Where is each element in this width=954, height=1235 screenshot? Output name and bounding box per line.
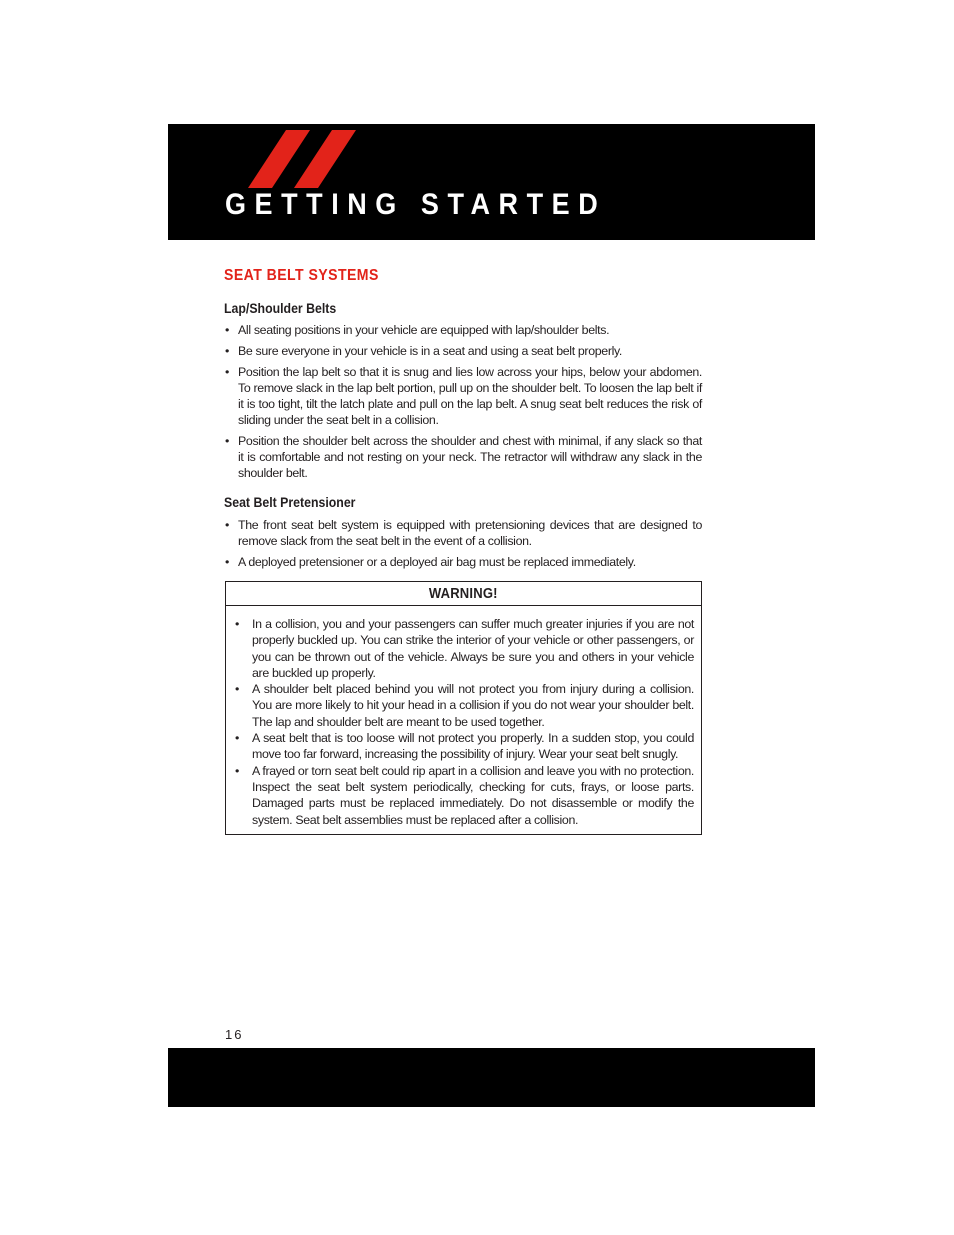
header-band (168, 124, 815, 240)
section-title: SEAT BELT SYSTEMS (224, 267, 379, 284)
main-content (224, 264, 702, 570)
warning-list (238, 616, 694, 828)
warning-box (225, 581, 702, 835)
warning-title (226, 582, 701, 606)
warning-title-text: WARNING! (429, 586, 498, 602)
list-item: • Position the shoulder belt across the shoulder and chest with minimal, if any slack so that it is comfortable and not resting on your neck. The retractor will withdraw any slack in the shoulder belt. (224, 433, 702, 481)
subsection-title-seat-belt-pretensioner: Seat Belt Pretensioner (224, 494, 356, 510)
footer-band (168, 1048, 815, 1107)
warning-item: • In a collision, you and your passengers can suffer much greater injuries if you are not properly buckled up. You can strike the interior of your vehicle or other passengers, or you can be thrown out of the vehicle. Always be sure you and others in your vehicle are buckled up properly. (238, 616, 694, 681)
chapter-title: GETTING STARTED (225, 188, 607, 221)
list-item: • A deployed pretensioner or a deployed air bag must be replaced immediately. (224, 554, 702, 570)
warning-item: • A seat belt that is too loose will not protect you properly. In a sudden stop, you could move too far forward, increasing the possibility of injury. Wear your seat belt snugly. (238, 730, 694, 763)
lap-shoulder-belts-list (224, 322, 702, 481)
warning-item: • A shoulder belt placed behind you will not protect you from injury during a collision. You are more likely to hit your head in a collision if you do not wear your shoulder belt. The lap and shoulder belt are meant to be used together. (238, 681, 694, 730)
seat-belt-pretensioner-list (224, 517, 702, 570)
subsection-title-lap-shoulder-belts: Lap/Shoulder Belts (224, 300, 337, 316)
warning-item: • A frayed or torn seat belt could rip apart in a collision and leave you with no protection. Inspect the seat belt system periodically, checking for cuts, frays, or loose parts. Damaged parts must be replaced immediately. Do not disassemble or modify the system. Seat belt assemblies must be replaced after a collision. (238, 763, 694, 828)
list-item: • Be sure everyone in your vehicle is in a seat and using a seat belt properly. (224, 343, 702, 359)
list-item: • All seating positions in your vehicle are equipped with lap/shoulder belts. (224, 322, 702, 338)
list-item: • The front seat belt system is equipped with pretensioning devices that are designed to remove slack from the seat belt in the event of a collision. (224, 517, 702, 549)
list-item: • Position the lap belt so that it is snug and lies low across your hips, below your abdomen. To remove slack in the lap belt portion, pull up on the shoulder belt. To loosen the lap belt if it is too tight, tilt the latch plate and pull on the lap belt. A snug seat belt reduces the risk of sliding under the seat belt in a collision. (224, 364, 702, 428)
page-number: 16 (225, 1027, 244, 1042)
dual-racing-stripes-icon (248, 130, 358, 190)
